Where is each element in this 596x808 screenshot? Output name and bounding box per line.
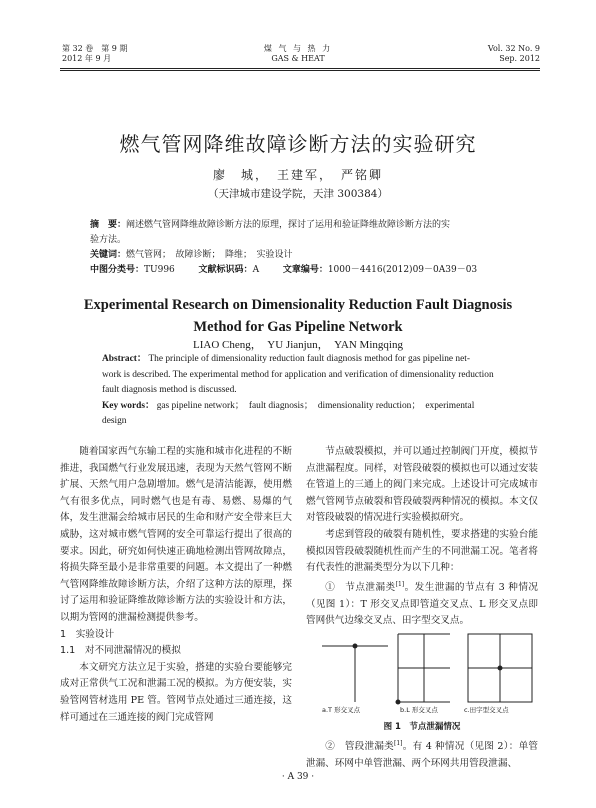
abstract-cn [90,218,510,278]
figure-1 [318,626,538,716]
header-rule [60,68,540,69]
page-number: · A 39 · [281,772,315,782]
abstract-text: 阐述燃气管网降维故障诊断方法的原理，探讨了运用和验证降维故障诊断方法的实 [126,220,451,230]
fig-grid-cross [468,634,532,702]
paragraph: 随着国家西气东输工程的实施和城市化进程的不断推进，我国燃气行业发展迅速，表现为天然气管网不断扩展、天然气用户急剧增加。燃气是清洁能源，使用燃气有很多优点，同时燃气也是有毒、易燃、易爆的气体，发生泄漏会给城市居民的生命和财产安全带来巨大威胁，这对城市燃气管网的安全可靠运行提出了很高的要求。因此，研究如何快速正确地检测出管网故障点，将损失降至最小是非常重要的问题。本文提出了一种燃气管网降维故障诊断方法，介绍了这种方法的原理，探讨了运用和验证降维故障诊断方法的实验设计和方法，以期为管网的泄漏检测提供参考。 [60,446,292,623]
paragraph: 考虑到管段的破裂有随机性，要求搭建的实验台能模拟因管段破裂随机性而产生的不同泄漏工况。笔者将有代表性的泄漏类型分为以下几种： [306,528,538,574]
authors-en: LIAO Cheng， YU Jianjun， YAN Mingqing [193,339,403,351]
subsection-heading: 1.1 对不同泄漏情况的模拟 [60,645,181,657]
abstract-text-2: 验方法。 [90,235,127,245]
title-en: Experimental Research on Dimensionality Reduction Fault Diagnosis Method for Gas Pipeline Network [83,297,513,335]
classification-line: 中图分类号：TU996 文献标识码：A 文章编号：1000－4416(2012)09－0A39－03 [90,265,478,275]
paragraph: ① 节点泄漏类[1]。发生泄漏的节点有 3 种情况（见图 1）：T 形交叉点即管道交叉点、L 形交叉点即管网供气边缘交叉点、田字型交叉点。 [306,580,539,627]
paragraph: 节点破裂模拟，并可以通过控制阀门开度，模拟节点泄漏程度。同样，对管段破裂的模拟也可以通过安装在管道上的三通上的阀门来完成。上述设计可完成城市燃气管网节点破裂和管段破裂两种情况的模拟。本文仅对管段破裂的情况进行实验模拟研究。 [306,446,538,524]
abstract-label: 摘 要： [90,220,127,230]
affiliation-cn: （天津城市建设学院，天津 300384） [208,188,388,200]
paragraph: 本文研究方法立足于实验，搭建的实验台要能够完成对正常供气工况和泄漏工况的模拟。为方便安装，实验管网管材选用 PE 管。管网节点处通过三通连接，这样可通过在三通连接的阀门完成管网 [60,661,292,723]
title-cn: 燃气管网降维故障诊断方法的实验研究 [119,132,477,156]
paragraph: ② 管段泄漏类[1]。有 4 种情况（见图 2）：单管泄漏、环网中单管泄漏、两个环网共用管段泄漏、 [306,740,539,769]
fig-l-cross [396,634,450,704]
journal-volume: 第 32 卷 第 9 期 2012 年 9 月 [62,44,128,63]
keywords: 燃气管网； 故障诊断； 降维； 实验设计 [126,250,293,260]
right-column-cont [306,736,538,772]
abstract-en: Abstract： The principle of dimensionality reduction fault diagnosis method for gas pipeline net- work is described. The experimental method for application and verification of dimensionality reduction fault diagnosis method is discussed. Key words： gas pipeline network； fault diagnosis； dimensionality reduction； experimental design [102,354,494,426]
figure-caption: 图 1 节点泄漏情况 [383,722,461,732]
journal-name: 煤 气 与 热 力 GAS & HEAT [263,44,333,63]
keywords-label: 关键词： [90,250,127,260]
authors-cn: 廖 城， 王建军， 严铭卿 [212,168,383,182]
section-heading: 1 实验设计 [60,628,115,640]
left-column [60,444,292,726]
fig-t-cross [322,644,388,702]
right-column [306,444,538,630]
journal-volume-en: Vol. 32 No. 9 Sep. 2012 [487,44,540,63]
header-rule-2 [60,70,540,71]
